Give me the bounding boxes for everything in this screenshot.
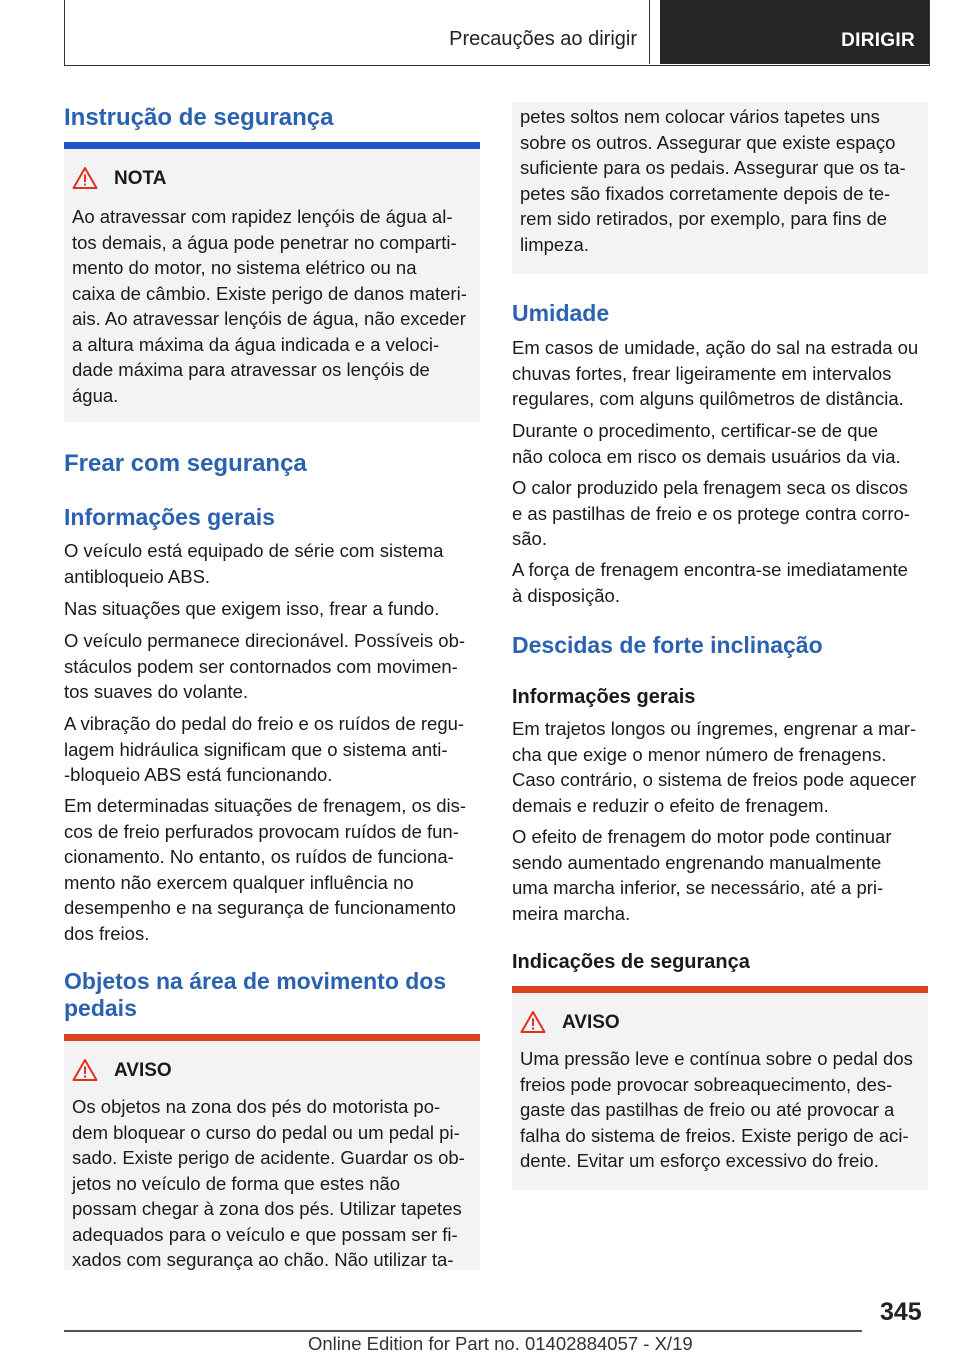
heading-instrucao: Instrução de segurança <box>64 104 334 131</box>
warning-triangle-icon <box>520 1010 546 1034</box>
chapter-tab <box>660 0 929 64</box>
paragraph <box>512 716 928 818</box>
text-line: dos freios. <box>64 922 150 944</box>
text-line: dade máxima para atravessar os lençóis de <box>72 359 430 380</box>
text-line: meira marcha. <box>512 902 631 924</box>
aviso2-text <box>520 1046 924 1174</box>
text-line: não coloca em risco os demais usuários da via. <box>512 445 901 467</box>
text-line: a altura máxima da água indicada e a veloci- <box>72 333 440 355</box>
text-line: tos suaves do volante. <box>64 681 249 702</box>
text-line: freios pode provocar sobreaquecimento, des- <box>520 1073 893 1095</box>
nota-box <box>64 142 480 422</box>
aviso-label: AVISO <box>114 1060 172 1081</box>
text-line: lagem hidráulica significam que o sistema anti- <box>64 738 448 760</box>
aviso-continued-text <box>520 104 924 257</box>
text-line: à disposição. <box>512 584 620 606</box>
text-line: mento do motor, no sistema elétrico ou na <box>72 257 417 278</box>
aviso-box <box>64 1034 480 1270</box>
paragraph <box>64 793 480 946</box>
text-line: e as pastilhas de freio e os protege contra corro- <box>512 502 910 524</box>
text-line: A vibração do pedal do freio e os ruídos de regu- <box>64 713 465 734</box>
text-line: A força de frenagem encontra-se imediatamente <box>512 559 908 580</box>
heading-info-gerais: Informações gerais <box>64 504 275 530</box>
text-line: Em determinadas situações de frenagem, os dis- <box>64 795 467 816</box>
text-line: cionamento. No entanto, os ruídos de funciona- <box>64 846 454 867</box>
text-line: Em casos de umidade, ação do sal na estrada ou <box>512 337 919 358</box>
text-line: petes são fixados corretamente depois de te- <box>520 182 891 204</box>
warning-triangle-icon <box>72 166 98 190</box>
text-line: gaste das pastilhas de freio ou até provocar a <box>520 1099 895 1120</box>
aviso2-label: AVISO <box>562 1012 620 1033</box>
text-line: suficiente para os pedais. Assegurar que os ta- <box>520 157 906 178</box>
paragraph <box>512 824 928 926</box>
text-line: sobre os outros. Assegurar que existe espaço <box>520 131 896 153</box>
page-header <box>64 0 930 66</box>
text-line: água. <box>72 384 119 406</box>
aviso2-box <box>512 986 928 1190</box>
nota-text <box>72 204 476 408</box>
heading-frear: Frear com segurança <box>64 450 307 477</box>
text-line: regulares, com alguns quilômetros de distância. <box>512 388 904 409</box>
text-line: demais e reduzir o efeito de frenagem. <box>512 794 829 816</box>
text-line: mento não exercem qualquer influência no <box>64 871 414 893</box>
text-line: O veículo está equipado de série com sistema <box>64 540 444 561</box>
text-line: stáculos podem ser contornados com movimen- <box>64 655 458 677</box>
text-line: dente. Evitar um esforço excessivo do freio. <box>520 1150 879 1171</box>
text-line: tos demais, a água pode penetrar no comparti- <box>72 231 457 253</box>
paragraph <box>512 475 928 552</box>
paragraph <box>64 596 480 622</box>
chapter-title: DIRIGIR <box>841 30 915 51</box>
heading-line: pedais <box>64 995 137 1021</box>
footer-divider <box>64 1330 862 1332</box>
nota-label: NOTA <box>114 168 167 189</box>
aviso-text <box>72 1094 476 1273</box>
text-line: Caso contrário, o sistema de freios pode aquecer <box>512 769 917 790</box>
paragraph <box>64 538 480 589</box>
text-line: limpeza. <box>520 233 589 255</box>
text-line: xados com segurança ao chão. Não utilizar ta- <box>72 1249 454 1270</box>
heading-info-gerais-2: Informações gerais <box>512 686 696 708</box>
warning-triangle-icon <box>72 1058 98 1082</box>
heading-objetos <box>64 968 446 1022</box>
text-line: -bloqueio ABS está funcionando. <box>64 764 333 785</box>
text-line: antibloqueio ABS. <box>64 565 211 587</box>
text-line: Em trajetos longos ou íngremes, engrenar a mar- <box>512 718 917 739</box>
text-line: caixa de câmbio. Existe perigo de danos materi- <box>72 282 467 304</box>
nota-bar <box>64 142 480 149</box>
aviso-bar <box>64 1034 480 1041</box>
text-line: Nas situações que exigem isso, frear a fundo. <box>64 598 440 619</box>
heading-descidas: Descidas de forte inclinação <box>512 632 823 658</box>
heading-umidade: Umidade <box>512 300 610 326</box>
footer-edition: Online Edition for Part no. 01402884057 - X/19 <box>308 1333 693 1354</box>
text-line: rem sido retirados, por exemplo, para fins de <box>520 208 888 229</box>
text-line: dem bloquear o curso do pedal ou um pedal pi- <box>72 1121 460 1143</box>
text-line: cha que exige o menor número de frenagens. <box>512 743 887 765</box>
text-line: Ao atravessar com rapidez lençóis de água al- <box>72 206 453 227</box>
text-line: uma marcha inferior, se necessário, até a pri- <box>512 877 884 898</box>
heading-line: Objetos na área de movimento dos <box>64 968 447 994</box>
text-line: falha do sistema de freios. Existe perigo de aci- <box>520 1124 909 1146</box>
text-line: Uma pressão leve e contínua sobre o pedal dos <box>520 1048 913 1069</box>
text-line: jetos no veículo de forma que estes não <box>72 1172 401 1194</box>
text-line: O efeito de frenagem do motor pode continuar <box>512 826 892 847</box>
section-title: Precauções ao dirigir <box>449 28 637 50</box>
text-line: são. <box>512 528 547 549</box>
text-line: chuvas fortes, frear ligeiramente em intervalos <box>512 362 892 384</box>
paragraph <box>512 557 928 608</box>
text-line: petes soltos nem colocar vários tapetes uns <box>520 106 880 127</box>
section-tab <box>65 0 650 64</box>
text-line: sado. Existe perigo de acidente. Guardar os ob- <box>72 1147 465 1168</box>
heading-indicacoes: Indicações de segurança <box>512 951 750 973</box>
page-number: 345 <box>880 1298 922 1326</box>
text-line: ais. Ao atravessar lençóis de água, não exceder <box>72 308 466 329</box>
text-line: sendo aumentado engrenando manualmente <box>512 851 882 873</box>
text-line: cos de freio perfurados provocam ruídos de fun- <box>64 820 459 842</box>
paragraph <box>512 335 928 412</box>
paragraph <box>512 418 928 469</box>
text-line: possam chegar à zona dos pés. Utilizar tapetes <box>72 1198 462 1219</box>
paragraph <box>64 628 480 705</box>
aviso2-bar <box>512 986 928 993</box>
text-line: Durante o procedimento, certificar-se de que <box>512 420 879 441</box>
aviso-continued-box <box>512 102 928 274</box>
paragraph <box>64 711 480 788</box>
text-line: adequados para o veículo e que possam ser fi- <box>72 1223 458 1245</box>
text-line: O veículo permanece direcionável. Possíveis ob- <box>64 630 466 651</box>
text-line: Os objetos na zona dos pés do motorista po- <box>72 1096 441 1117</box>
text-line: desempenho e na segurança de funcionamento <box>64 897 456 918</box>
text-line: O calor produzido pela frenagem seca os discos <box>512 477 908 498</box>
